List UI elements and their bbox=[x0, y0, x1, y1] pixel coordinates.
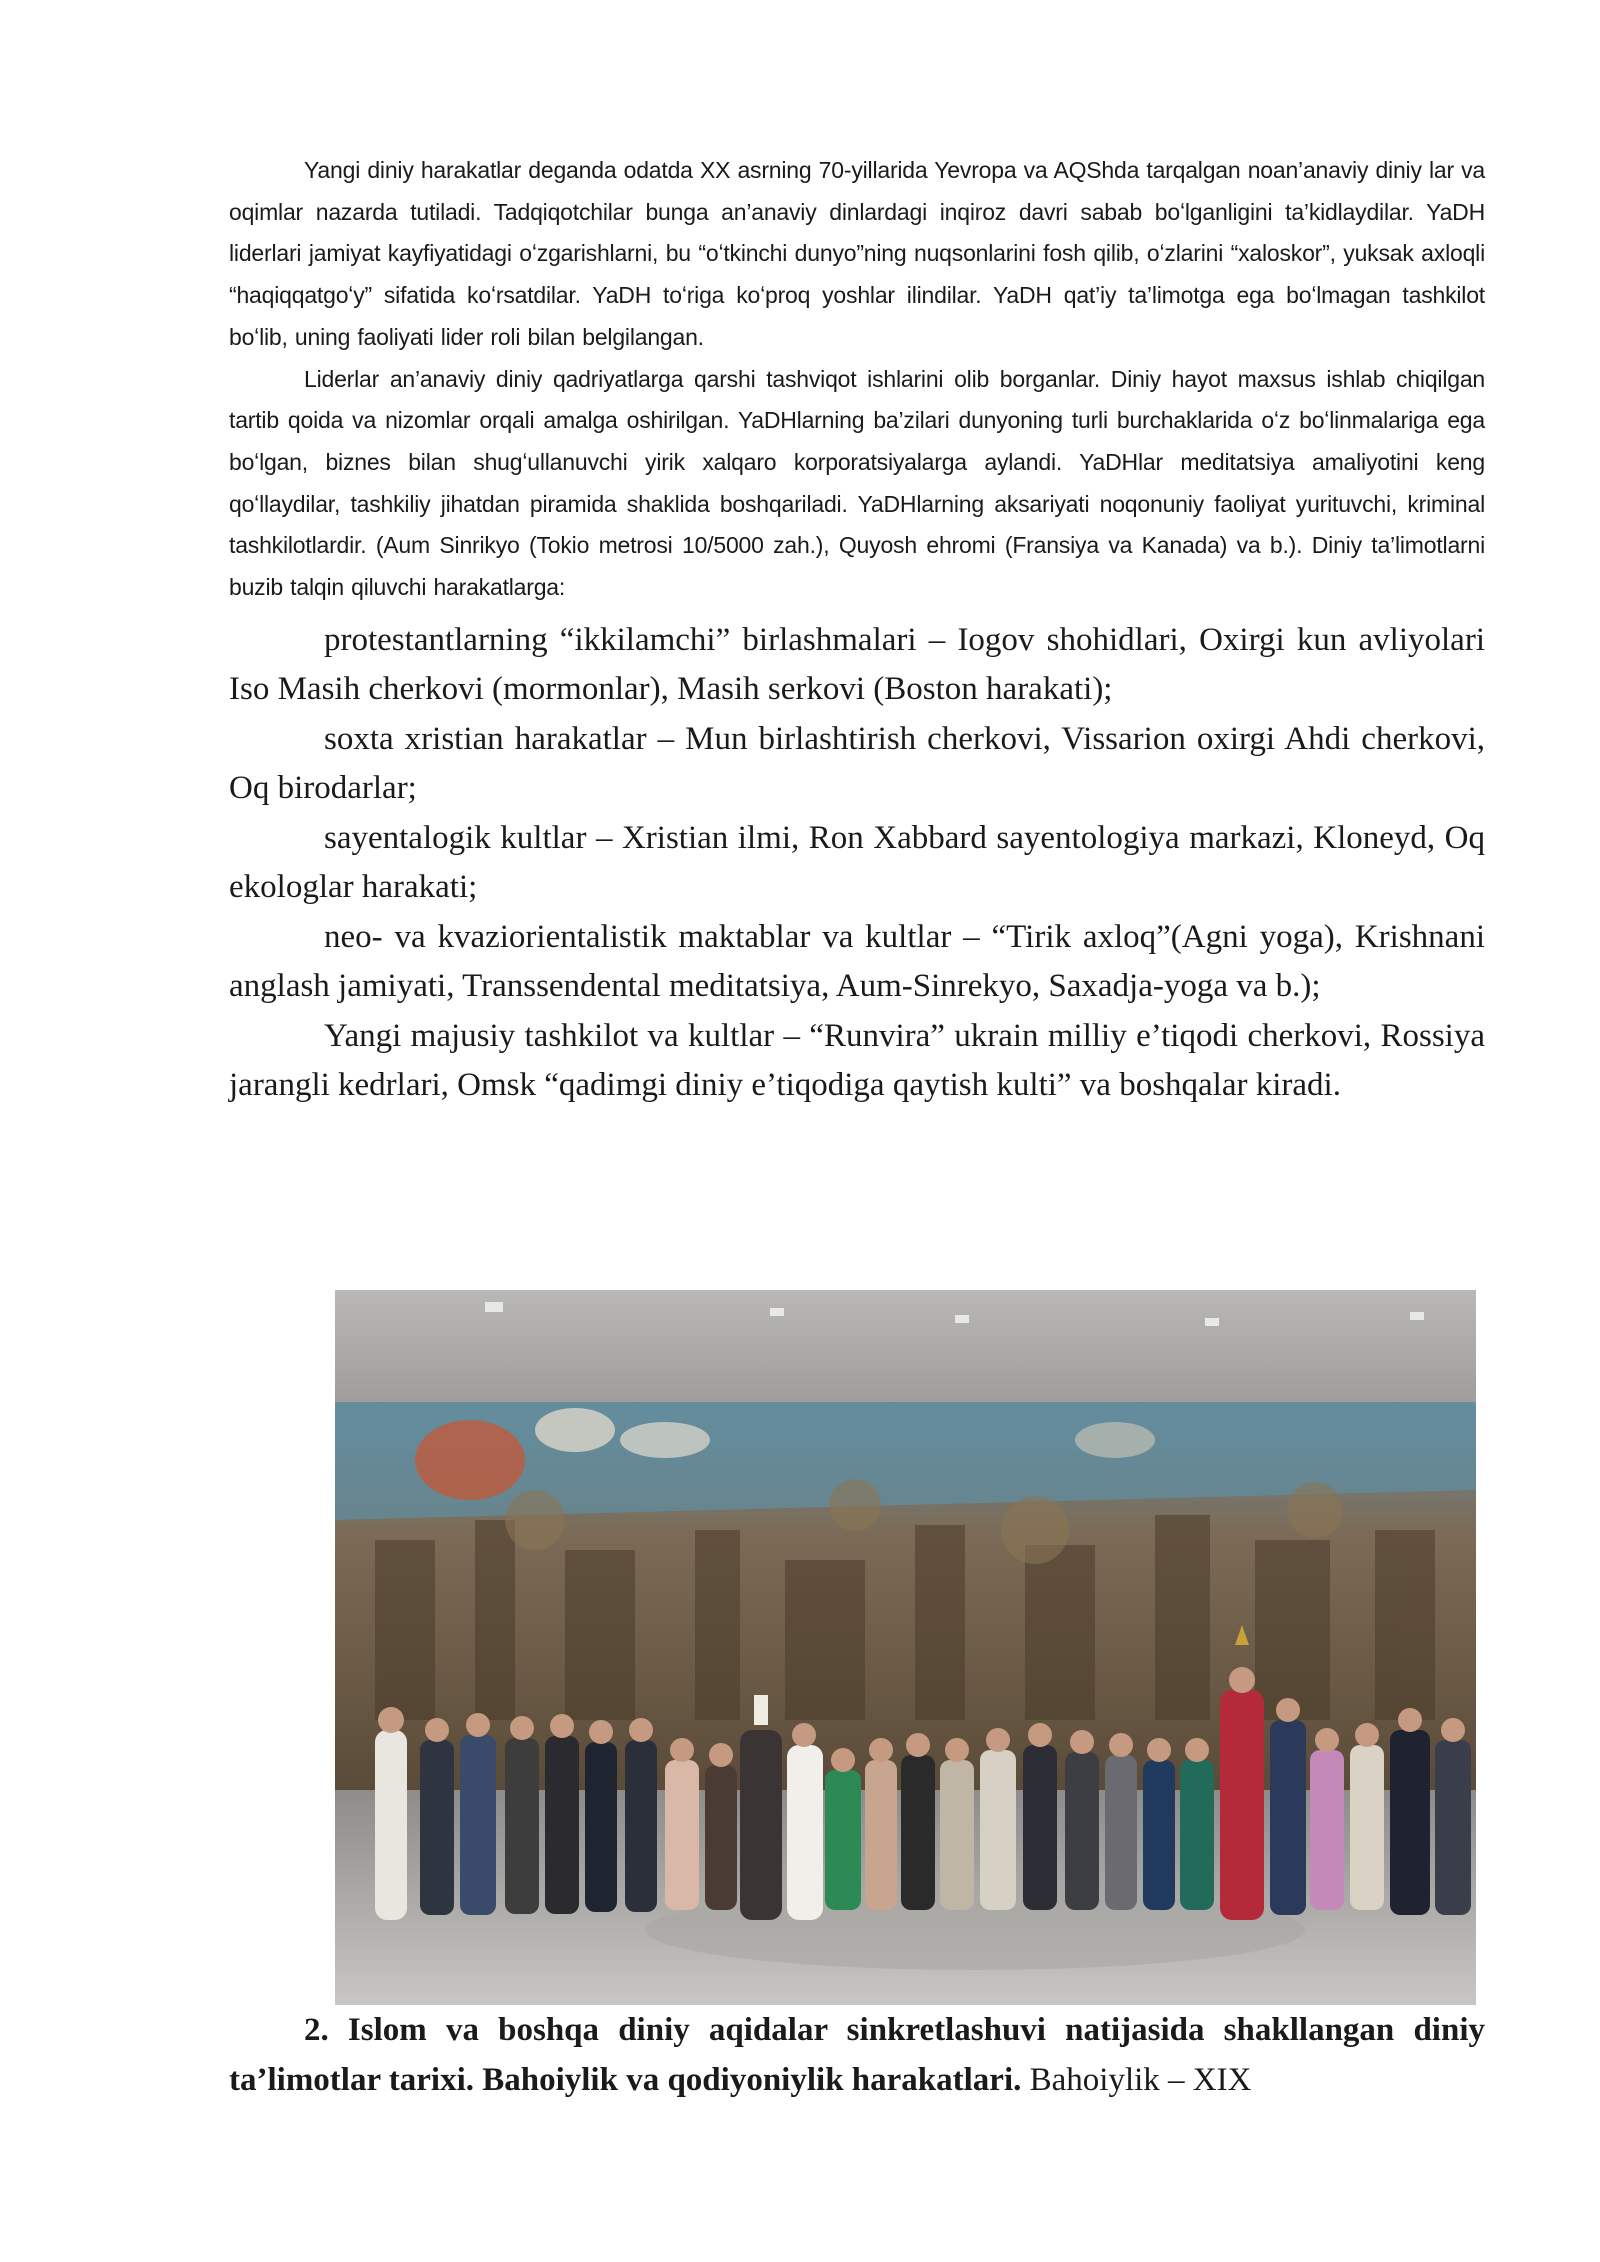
list-item-neo-orientalist: neo- va kvaziorientalistik maktablar va kultlar – “Tirik axloq”(Agni yoga), Krishnani anglash jamiyati, Transsendental meditatsiya, Aum-Sinrekyo, Saxadja-yoga va b.); bbox=[229, 918, 1485, 1005]
section-heading-paragraph bbox=[229, 2006, 1485, 2105]
section-heading-continuation: Bahoiylik – XIX bbox=[1021, 2061, 1252, 2098]
list-item-protestant: protestantlarning “ikkilamchi” birlashmalari – Iogov shohidlari, Oxirgi kun avliyolari Iso Masih cherkovi (mormonlar), Masih serkovi (Boston harakati); bbox=[229, 621, 1485, 708]
paragraph-new-religious-movements: Yangi diniy harakatlar deganda odatda XX asrning 70-yillarida Yevropa va AQShda tarqalgan noan’anaviy diniy lar va oqimlar nazarda tutiladi. Tadqiqotchilar bunga an’anaviy dinlardagi inqiroz davri sabab boʻlganligini ta’kidlaydilar. YaDH liderlari jamiyat kayfiyatidagi oʻzgarishlarni, bu “oʻtkinchi dunyo”ning nuqsonlarini fosh qilib, oʻzlarini “xaloskor”, yuksak axloqli “haqiqqatgoʻy” sifatida koʻrsatdilar. YaDH toʻriga koʻproq yoshlar ilindilar. YaDH qat’iy ta’limotga ega boʻlmagan tashkilot boʻlib, uning faoliyati lider roli bilan belgilangan. bbox=[229, 157, 1485, 350]
list-item-pseudo-christian: soxta xristian harakatlar – Mun birlashtirish cherkovi, Vissarion oxirgi Ahdi cherkovi, Oq birodarlar; bbox=[229, 720, 1485, 807]
group-photo bbox=[335, 1290, 1476, 2005]
body-text bbox=[229, 150, 1485, 1111]
movements-list bbox=[229, 616, 1485, 1111]
section-heading: 2. Islom va boshqa diniy aqidalar sinkretlashuvi natijasida shakllangan diniy ta’limotlar tarixi. Bahoiylik va qodiyoniylik harakatlari. bbox=[229, 2012, 1485, 2098]
list-item-neo-pagan: Yangi majusiy tashkilot va kultlar – “Runvira” ukrain milliy e’tiqodi cherkovi, Rossiya jarangli kedrlari, Omsk “qadimgi diniy e’tiqodiga qaytish kulti” va boshqalar kiradi. bbox=[229, 1017, 1485, 1104]
paragraph-leaders: Liderlar an’anaviy diniy qadriyatlarga qarshi tashviqot ishlarini olib borganlar. Diniy hayot maxsus ishlab chiqilgan tartib qoida va nizomlar orqali amalga oshirilgan. YaDHlarning ba’zilari dunyoning turli burchaklarida oʻz boʻlinmalariga ega boʻlgan, biznes bilan shugʻullanuvchi yirik xalqaro korporatsiyalarga aylandi. YaDHlar meditatsiya amaliyotini keng qoʻllaydilar, tashkiliy jihatdan piramida shaklida boshqariladi. YaDHlarning aksariyati noqonuniy faoliyat yurituvchi, kriminal tashkilotlardir. (Aum Sinrikyo (Tokio metrosi 10/5000 zah.), Quyosh ehromi (Fransiya va Kanada) va b.). Diniy ta’limotlarni buzib talqin qiluvchi harakatlarga: bbox=[229, 365, 1485, 601]
list-item-scientologic: sayentalogik kultlar – Xristian ilmi, Ron Xabbard sayentologiya markazi, Kloneyd, Oq ekologlar harakati; bbox=[229, 819, 1485, 906]
